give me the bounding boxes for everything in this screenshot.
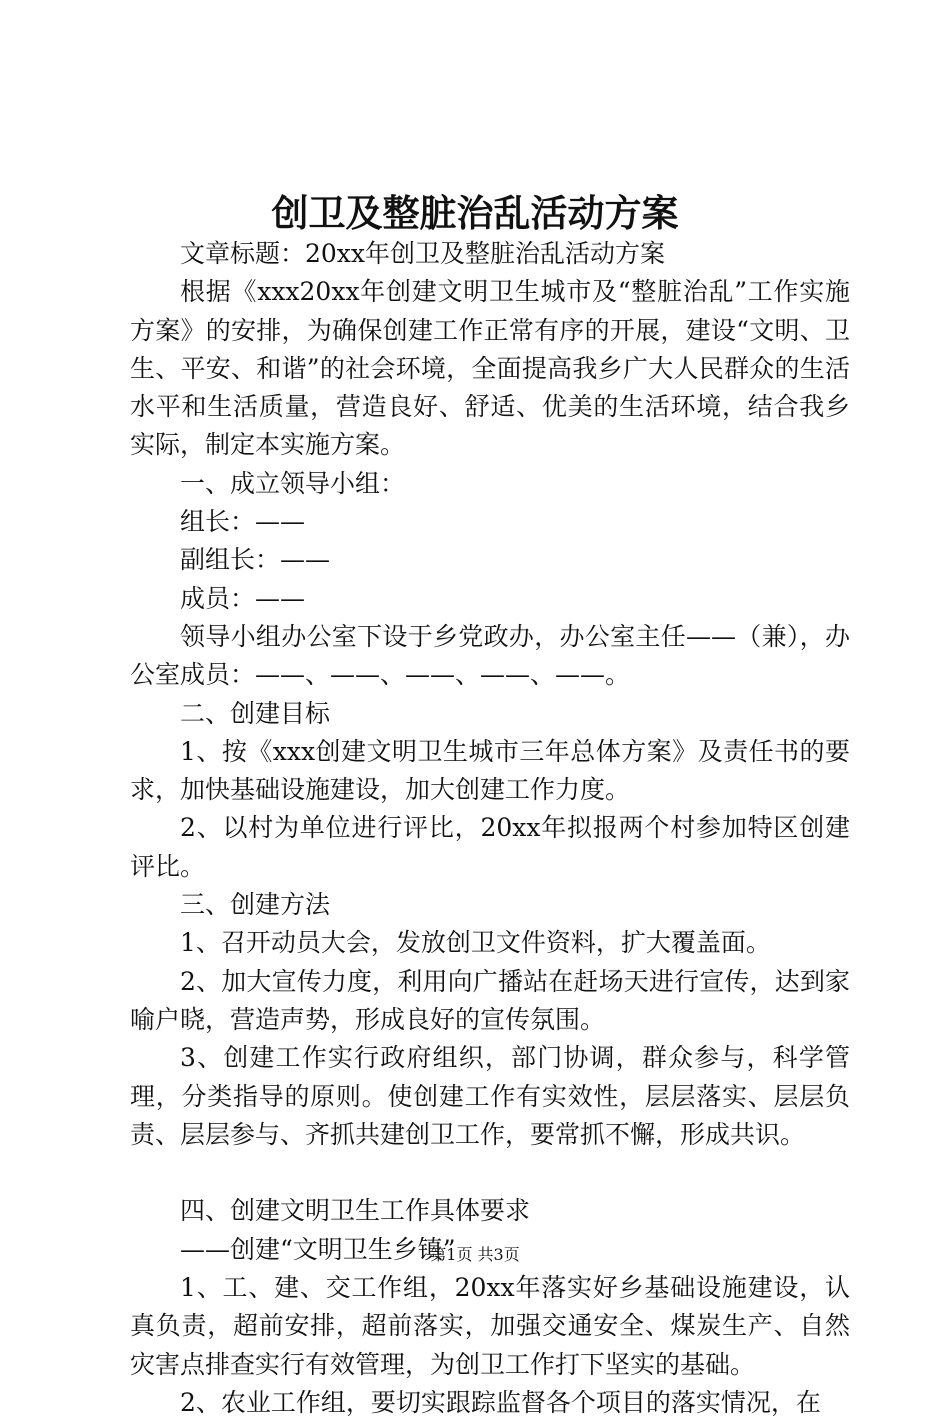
paragraph-requirement-2: 2、农业工作组，要切实跟踪监督各个项目的落实情况，在 (180, 1387, 821, 1417)
paragraph-goal-1: 1、按《xxx创建文明卫生城市三年总体方案》及责任书的要求，加快基础设施建设，加大创建工作力度。 (130, 736, 850, 805)
subheading-civilized-town: ——创建“文明卫生乡镇” (180, 1234, 456, 1264)
heading-section-2: 二、创建目标 (180, 698, 331, 728)
heading-section-4: 四、创建文明卫生工作具体要求 (180, 1196, 531, 1226)
paragraph-method-3: 3、创建工作实行政府组织，部门协调，群众参与，科学管理，分类指导的原则。使创建工作有实效性，层层落实、层层负责、层层参与、齐抓共建创卫工作，要常抓不懈，形成共识。 (130, 1043, 850, 1149)
paragraph-article-title: 文章标题：20xx年创卫及整脏治乱活动方案 (180, 239, 666, 268)
paragraph-spacer (130, 1154, 850, 1192)
paragraph-intro: 根据《xxx20xx年创建文明卫生城市及“整脏治乱”工作实施方案》的安排，为确保创建工作正常有序的开展，建设“文明、卫生、平安、和谐”的社会环境，全面提高我乡广大人民群众的生活水平和生活质量，营造良好、舒适、优美的生活环境，结合我乡实际，制定本实施方案。 (130, 277, 850, 460)
paragraph-method-1: 1、召开动员大会，发放创卫文件资料，扩大覆盖面。 (180, 928, 771, 958)
paragraph-requirement-1: 1、工、建、交工作组，20xx年落实好乡基础设施建设，认真负责，超前安排，超前落实，加强交通安全、煤炭生产、自然灾害点排查实行有效管理，为创卫工作打下坚实的基础。 (130, 1273, 850, 1379)
paragraph-deputy-leader: 副组长：—— (180, 545, 331, 575)
heading-section-1: 一、成立领导小组： (180, 468, 406, 498)
page-footer: 第1页 共3页 (430, 1245, 520, 1264)
heading-section-3: 三、创建方法 (180, 890, 331, 920)
paragraph-leader: 组长：—— (180, 507, 306, 537)
paragraph-office: 领导小组办公室下设于乡党政办，办公室主任——（兼），办公室成员：——、——、——、——、——。 (130, 621, 850, 690)
paragraph-goal-2: 2、以村为单位进行评比，20xx年拟报两个村参加特区创建评比。 (130, 813, 850, 881)
document-title: 创卫及整脏治乱活动方案 (271, 191, 679, 235)
paragraph-members: 成员：—— (180, 583, 306, 613)
paragraph-method-2: 2、加大宣传力度，利用向广播站在赶场天进行宣传，达到家喻户晓，营造声势，形成良好的宣传氛围。 (130, 966, 850, 1034)
